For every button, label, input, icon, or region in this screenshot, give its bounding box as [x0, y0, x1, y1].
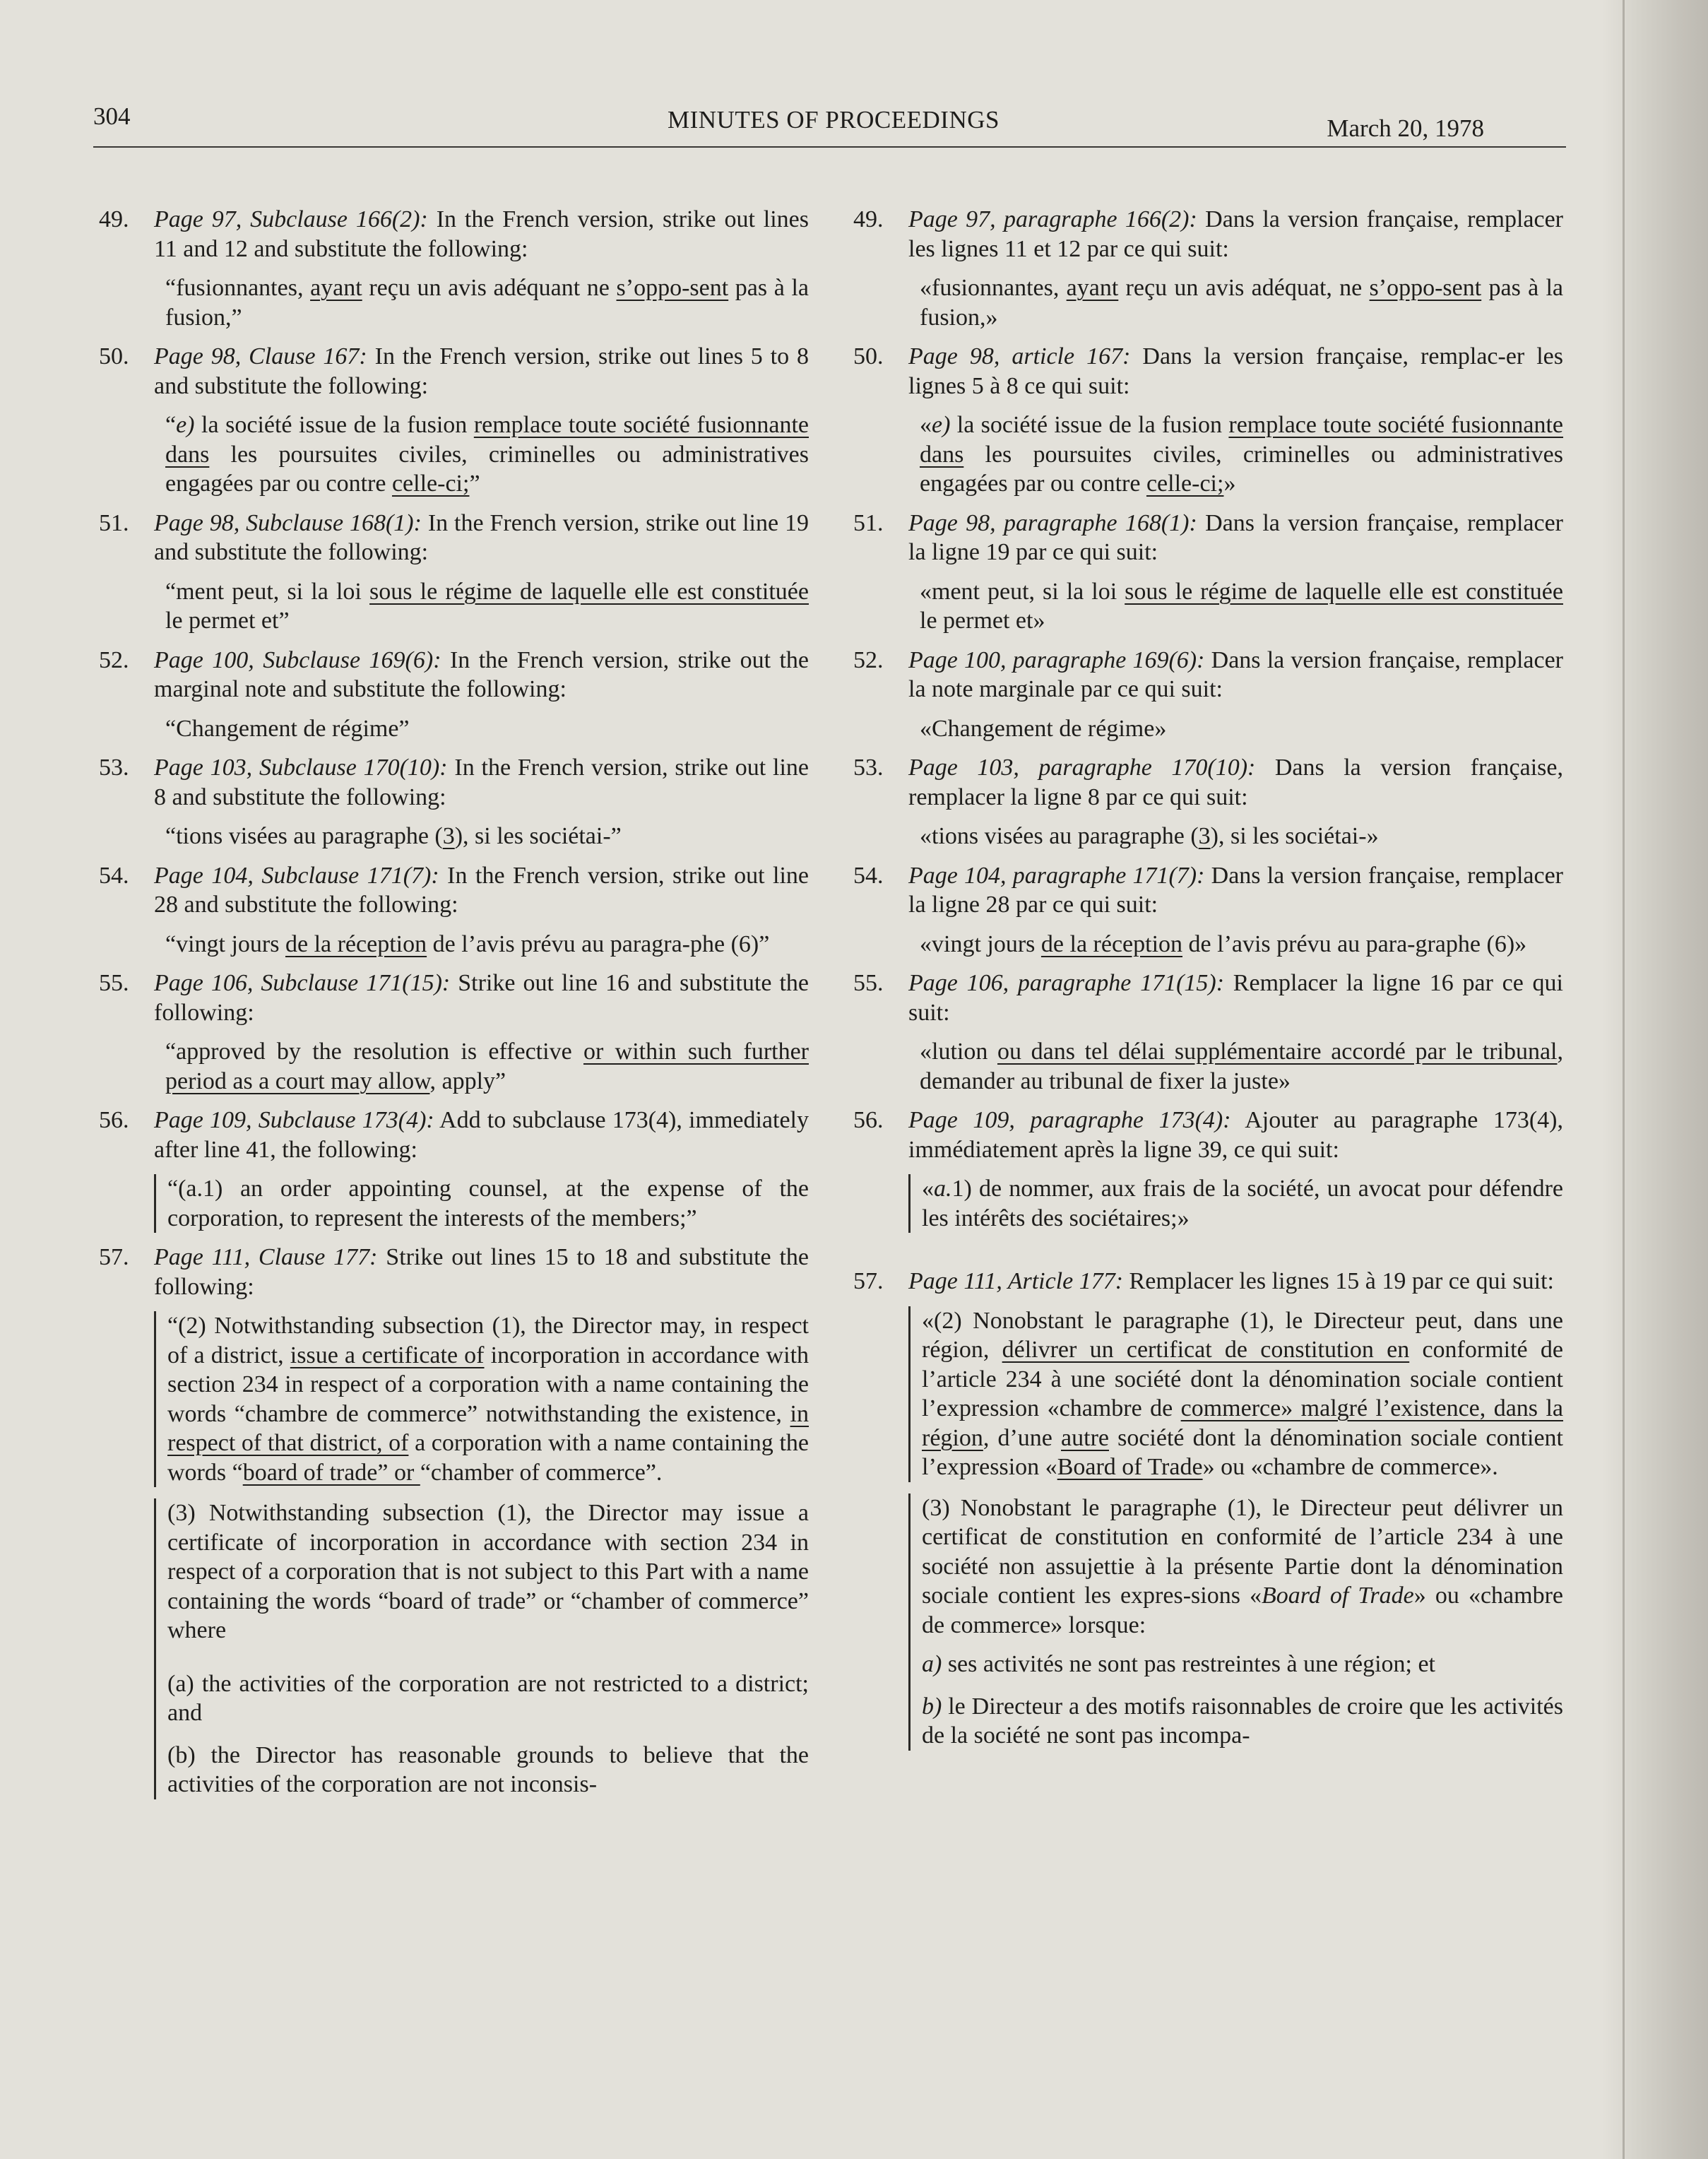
amendment-49-fr [853, 205, 1563, 264]
item-reference: Page 109, paragraphe 173(4): [908, 1107, 1231, 1133]
substituted-text: “ment peut, si la loi sous le régime de laquelle elle est constituée le permet et” [165, 578, 809, 634]
item-number: 55. [99, 970, 129, 996]
item-number: 49. [99, 206, 129, 232]
page-binding-shadow [1602, 0, 1708, 2159]
item-number: 55. [853, 970, 884, 996]
item-number: 50. [853, 343, 884, 369]
substituted-subsection-3: (3) Notwithstanding subsection (1), the Director may issue a certificate of incorporation in accordance with section 234 in respect of a corporation that is not subject to this Part with a name containing the words “board of trade” or “chamber of commerce” where (a) the activities of the corporation are not restricted to a district; and (b) the Director has reasonable grounds to believe that the activities of the corporation are not inconsis- [154, 1498, 809, 1799]
substituted-text: “Changement de régime” [165, 715, 410, 742]
page-header [0, 0, 1625, 155]
substituted-text: «vingt jours de la réception de l’avis prévu au para-graphe (6)» [920, 930, 1527, 957]
substituted-subsection-2: “(2) Notwithstanding subsection (1), the Director may, in respect of a district, issue a certificate of incorporation in accordance with section 234 in respect of a corporation with a name containing the words “chambre de commerce” notwithstanding the existence, in respect of that district, of a corporation with a name containing the words “board of trade” or “chamber of commerce”. [154, 1311, 809, 1487]
item-number: 56. [853, 1107, 884, 1133]
paragraph-b: b) le Directeur a des motifs raisonnables de croire que les activités de la société ne sont pas incompa- [922, 1693, 1563, 1749]
item-text: Page 111, Article 177: Remplacer les lignes 15 à 19 par ce qui suit: [908, 1268, 1554, 1294]
substituted-text: «tions visées au paragraphe (3), si les sociétai-» [920, 823, 1379, 849]
amendment-54-fr [853, 861, 1563, 920]
item-reference: Page 109, Subclause 173(4): [154, 1107, 434, 1133]
item-text: Page 97, paragraphe 166(2): Dans la version française, remplacer les lignes 11 et 12 par ce qui suit: [908, 206, 1563, 262]
amendment-56-fr [853, 1106, 1563, 1164]
item-reference: Page 98, Clause 167: [154, 343, 367, 369]
item-reference: Page 106, paragraphe 171(15): [908, 970, 1225, 996]
amendment-56-en [99, 1106, 809, 1164]
substituted-subsection-2: «(2) Nonobstant le paragraphe (1), le Directeur peut, dans une région, délivrer un certificat de constitution en conformité de l’article 234 à une société dont la dénomination sociale contient l’expression «chambre de commerce» malgré l’existence, dans la région, d’une autre société dont la dénomination sociale contient l’expression «Board of Trade» ou «chambre de commerce». [908, 1306, 1563, 1482]
page-date: March 20, 1978 [1327, 114, 1484, 142]
item-reference: Page 97, paragraphe 166(2): [908, 206, 1197, 232]
amendment-57-en [99, 1243, 809, 1301]
header-rule [93, 146, 1566, 148]
amendment-55-en [99, 969, 809, 1027]
substituted-text: «e) la société issue de la fusion remplace toute société fusionnante dans les poursuites civiles, criminelles ou administratives engagées par ou contre celle-ci;» [920, 412, 1564, 497]
item-number: 50. [99, 343, 129, 369]
item-reference: Page 111, Article 177: [908, 1268, 1124, 1294]
paragraph-a: a) ses activités ne sont pas restreintes à une région; et [922, 1651, 1436, 1677]
item-reference: Page 98, paragraphe 168(1): [908, 509, 1197, 536]
item-number: 51. [99, 509, 129, 536]
amendment-55-fr [853, 969, 1563, 1027]
item-number: 57. [99, 1244, 129, 1270]
item-text: Page 104, paragraphe 171(7): Dans la version française, remplacer la ligne 28 par ce qui suit: [908, 862, 1563, 918]
amendment-57-fr [853, 1267, 1563, 1296]
item-text: Page 98, Subclause 168(1): In the French version, strike out line 19 and substitute the following: [154, 509, 809, 565]
item-reference: Page 103, Subclause 170(10): [154, 755, 448, 781]
item-text: Page 106, Subclause 171(15): Strike out line 16 and substitute the following: [154, 970, 809, 1026]
substituted-subsection-3: (3) Nonobstant le paragraphe (1), le Directeur peut délivrer un certificat de constitution en conformité de l’article 234 à une société non assujettie à la présente Partie dont la dénomination sociale contient les expres-sions «Board of Trade» ou «chambre de commerce» lorsque: a) ses activités ne sont pas restreintes à une région; et b) le Directeur a des motifs raisonnables de croire que les activités de la société ne sont pas incompa- [908, 1493, 1563, 1751]
item-number: 52. [99, 646, 129, 673]
item-reference: Page 97, Subclause 166(2): [154, 206, 428, 232]
item-number: 53. [853, 755, 884, 781]
substituted-text: “fusionnantes, ayant reçu un avis adéquant ne s’oppo-sent pas à la fusion,” [165, 275, 809, 331]
item-text: Page 100, paragraphe 169(6): Dans la version française, remplacer la note marginale par ce qui suit: [908, 646, 1563, 702]
item-text: Page 97, Subclause 166(2): In the French version, strike out lines 11 and 12 and substitute the following: [154, 206, 809, 262]
item-text: Page 98, paragraphe 168(1): Dans la version française, remplacer la ligne 19 par ce qui suit: [908, 509, 1563, 565]
item-text: Page 109, Subclause 173(4): Add to subclause 173(4), immediately after line 41, the following: [154, 1107, 809, 1163]
english-column [99, 205, 809, 1809]
item-reference: Page 104, Subclause 171(7): [154, 862, 439, 889]
item-reference: Page 104, paragraphe 171(7): [908, 862, 1205, 889]
substituted-text: “vingt jours de la réception de l’avis prévu au paragra-phe (6)” [165, 930, 770, 957]
page-binding-edge [1623, 0, 1625, 2159]
amendment-50-fr [853, 342, 1563, 401]
amendment-50-en [99, 342, 809, 401]
item-reference: Page 100, Subclause 169(6): [154, 646, 441, 673]
substituted-text: «a.1) de nommer, aux frais de la société, un avocat pour défendre les intérêts des sociétaires;» [908, 1174, 1563, 1233]
amendment-53-fr [853, 753, 1563, 812]
substituted-text: “(a.1) an order appointing counsel, at the expense of the corporation, to represent the interests of the members;” [154, 1174, 809, 1233]
item-text: Page 111, Clause 177: Strike out lines 15 to 18 and substitute the following: [154, 1244, 809, 1300]
item-number: 53. [99, 755, 129, 781]
item-text: Page 100, Subclause 169(6): In the French version, strike out the marginal note and substitute the following: [154, 646, 809, 702]
page-number: 304 [93, 102, 131, 130]
item-reference: Page 103, paragraphe 170(10): [908, 755, 1256, 781]
item-text: Page 106, paragraphe 171(15): Remplacer la ligne 16 par ce qui suit: [908, 970, 1563, 1026]
substituted-text: “e) la société issue de la fusion remplace toute société fusionnante dans les poursuites civiles, criminelles ou administratives engagées par ou contre celle-ci;” [165, 412, 809, 497]
page-title: MINUTES OF PROCEEDINGS [668, 106, 1000, 134]
item-text: Page 104, Subclause 171(7): In the French version, strike out line 28 and substitute the following: [154, 862, 809, 918]
item-reference: Page 111, Clause 177: [154, 1244, 378, 1270]
item-reference: Page 106, Subclause 171(15): [154, 970, 451, 996]
paragraph-a: (a) the activities of the corporation are not restricted to a district; and [167, 1670, 809, 1726]
amendment-51-fr [853, 509, 1563, 567]
item-text: Page 98, Clause 167: In the French version, strike out lines 5 to 8 and substitute the following: [154, 343, 809, 399]
item-reference: Page 100, paragraphe 169(6): [908, 646, 1205, 673]
item-reference: Page 98, article 167: [908, 343, 1131, 369]
amendment-52-en [99, 646, 809, 704]
item-text: Page 109, paragraphe 173(4): Ajouter au paragraphe 173(4), immédiatement après la ligne 39, ce qui suit: [908, 1107, 1563, 1163]
item-number: 51. [853, 509, 884, 536]
substituted-text: «Changement de régime» [920, 715, 1167, 742]
item-number: 57. [853, 1268, 884, 1294]
amendment-52-fr [853, 646, 1563, 704]
substituted-text: “approved by the resolution is effective or within such further period as a court may allow, apply” [165, 1039, 809, 1094]
substituted-text: «fusionnantes, ayant reçu un avis adéquat, ne s’oppo-sent pas à la fusion,» [920, 275, 1563, 331]
substituted-text: «ment peut, si la loi sous le régime de laquelle elle est constituée le permet et» [920, 578, 1563, 634]
amendment-54-en [99, 861, 809, 920]
amendment-51-en [99, 509, 809, 567]
amendment-49-en [99, 205, 809, 264]
item-number: 56. [99, 1107, 129, 1133]
amendment-53-en [99, 753, 809, 812]
substituted-text: «lution ou dans tel délai supplémentaire accordé par le tribunal, demander au tribunal de fixer la juste» [920, 1039, 1563, 1094]
french-column [853, 205, 1563, 1761]
item-number: 54. [99, 862, 129, 889]
item-text: Page 98, article 167: Dans la version française, remplac-er les lignes 5 à 8 ce qui suit: [908, 343, 1564, 399]
substituted-text: “tions visées au paragraphe (3), si les sociétai-” [165, 823, 622, 849]
item-text: Page 103, Subclause 170(10): In the French version, strike out line 8 and substitute the following: [154, 755, 809, 810]
item-number: 52. [853, 646, 884, 673]
item-text: Page 103, paragraphe 170(10): Dans la version française, remplacer la ligne 8 par ce qui suit: [908, 755, 1563, 810]
item-number: 49. [853, 206, 884, 232]
paragraph-b: (b) the Director has reasonable grounds to believe that the activities of the corporation are not inconsis- [167, 1741, 809, 1797]
item-number: 54. [853, 862, 884, 889]
item-reference: Page 98, Subclause 168(1): [154, 509, 422, 536]
